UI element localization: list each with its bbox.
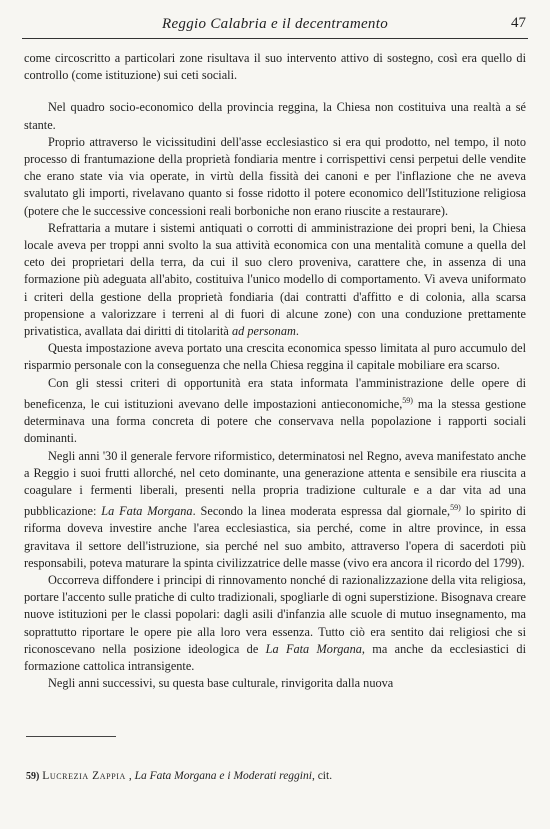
paragraph-text: . Secondo la linea moderata espressa dal giornale, — [192, 504, 451, 519]
paragraph-text: Occorreva diffondere i principi di rinnovamento nonché di razionalizzazione della vita religiosa, portare l'accento sulle pratiche di culto tradizionali, spogliarle di ogni superstizione. Bisognava creare nuove istituzioni per le classi popolari: dagli asili d'infanzia alle scuole di mutuo insegnamento, ma soprattutto riportare le opere pie alla loro vera essenza. Tutto ciò era sentito dai religiosi che si riconoscevano nella posizione ideologica de — [24, 573, 526, 656]
paragraph-reform-1830s — [24, 448, 526, 573]
paragraph-text: , ma anche da ecclesiastici di formazione cattolica intransigente. — [24, 641, 526, 674]
footnote-number: 59) — [26, 771, 40, 782]
paragraph-church-administration: Refrattaria a mutare i sistemi antiquati o corrotti di amministrazione dei propri beni, la Chiesa locale aveva per troppi anni svolto la sua attività economica con una mentalità comune a quella del ceto dei proprietari della terra, da cui il suo clero proveniva, carattere che, in assenza di una formazione più adeguata all'abito, costituiva l'unico modello di comportamento. Vi aveva uniformato i criteri della gestione della proprietà fondiaria (dai contratti d'affitto e di colonia, alla scarsa propensione a valorizzare i terreni al di fuori di alcune zone) con una conduzione prettamente privatistica, avallata dai diritti di titolarità ad personam. — [24, 220, 526, 339]
publication-title: La Fata Morgana — [265, 641, 362, 656]
footnote-divider — [26, 736, 116, 737]
paragraph-ecclesiastical-assets: Proprio attraverso le vicissitudini dell'asse ecclesiastico si era qui prodotto, nel tempo, il noto processo di frantumazione della proprietà fondiaria mentre i corrispettivi censi perpetui delle vendite che erano state via via operate, in virtù della fissità dei canoni e per l'inflazione che ne aveva svalutato gli importi, rivelavano quanto si fosse ridotto il potere economico dell'Istituzione religiosa (potere che le successive concessioni reali borboniche non erano riuscite a restaurare). — [24, 134, 526, 218]
footnote-reference: 59) — [402, 395, 413, 405]
body-text — [24, 50, 526, 693]
publication-title: La Fata Morgana — [101, 504, 193, 519]
paragraph-church-context: Nel quadro socio-economico della provincia reggina, la Chiesa non costituiva una realtà a sé stante. — [24, 100, 526, 132]
running-title: Reggio Calabria e il decentramento — [162, 16, 388, 32]
latin-phrase: ad personam — [231, 324, 296, 339]
paragraph-text: Negli anni '30 il generale fervore riformistico, determinatosi nel Regno, aveva manifestato anche a Reggio i suoi frutti allorché, nel ceto dominante, una generazione attenta e sensibile era riuscita a coagulare i fermenti liberali, presenti nella propria tradizione culturale e a dar vita ad una pubblicazione: — [24, 448, 526, 519]
footnote-suffix: , cit. — [311, 770, 333, 782]
footnote-author: Lucrezia Zappia — [42, 770, 126, 782]
footnote-work-title: La Fata Morgana e i Moderati reggini — [134, 770, 312, 782]
page-header — [22, 14, 528, 39]
paragraph-text: ma la stessa gestione determinava una forma concreta di potere che conservava nella popolazione i rapporti sociali dominanti. — [24, 396, 526, 446]
paragraph-continuation: come circoscritto a particolari zone risultava il suo intervento attivo di sostegno, così era quello di controllo (come istituzione) sui ceti sociali. — [24, 51, 526, 83]
paragraph-following-years: Negli anni successivi, su questa base culturale, rinvigorita dalla nuova — [48, 676, 394, 691]
paragraph-text: Con gli stessi criteri di opportunità era stata informata l'amministrazione delle opere di beneficenza, le cui istituzioni avevano delle impostazioni antieconomiche, — [24, 375, 526, 411]
footnote-reference: 59) — [450, 503, 461, 513]
paragraph-economic-growth: Questa impostazione aveva portato una crescita economica spesso limitata al puro accumulo del risparmio personale con la conseguenza che nella Chiesa reggina il capitale mobiliare era scarso. — [24, 341, 526, 373]
paragraph-religious-renewal — [24, 572, 526, 675]
footnote: 59) Lucrezia Zappia , La Fata Morgana e i Moderati reggini, cit. — [26, 770, 333, 782]
paragraph-text: Refrattaria a mutare i sistemi antiquati o corrotti di amministrazione dei propri beni, la Chiesa locale aveva per troppi anni svolto la sua attività economica con una mentalità comune a quella del ceto dei proprietari della terra, da cui il suo clero proveniva, carattere che, in assenza di una formazione più adeguata all'abito, costituiva l'unico modello di comportamento. Vi aveva uniformato i criteri della gestione della proprietà fondiaria (dai contratti d'affitto e di colonia, alla scarsa propensione a valorizzare i terreni al di fuori di alcune zone) con una conduzione prettamente privatistica, avallata dai diritti di titolarità — [24, 220, 526, 339]
paragraph-charity-administration — [24, 375, 526, 448]
page-number: 47 — [511, 15, 526, 31]
paragraph-text: lo spirito di riforma doveva investire anche l'area ecclesiastica, sia perché, come in altre province, in essa gravitava il settore dell'istruzione, sia perché nel suo ambito, attraverso l'opera di sacerdoti più responsabili, poteva maturare la spinta civilizzatrice delle masse (vivo era ancora il ricordo del 1799). — [24, 504, 526, 570]
